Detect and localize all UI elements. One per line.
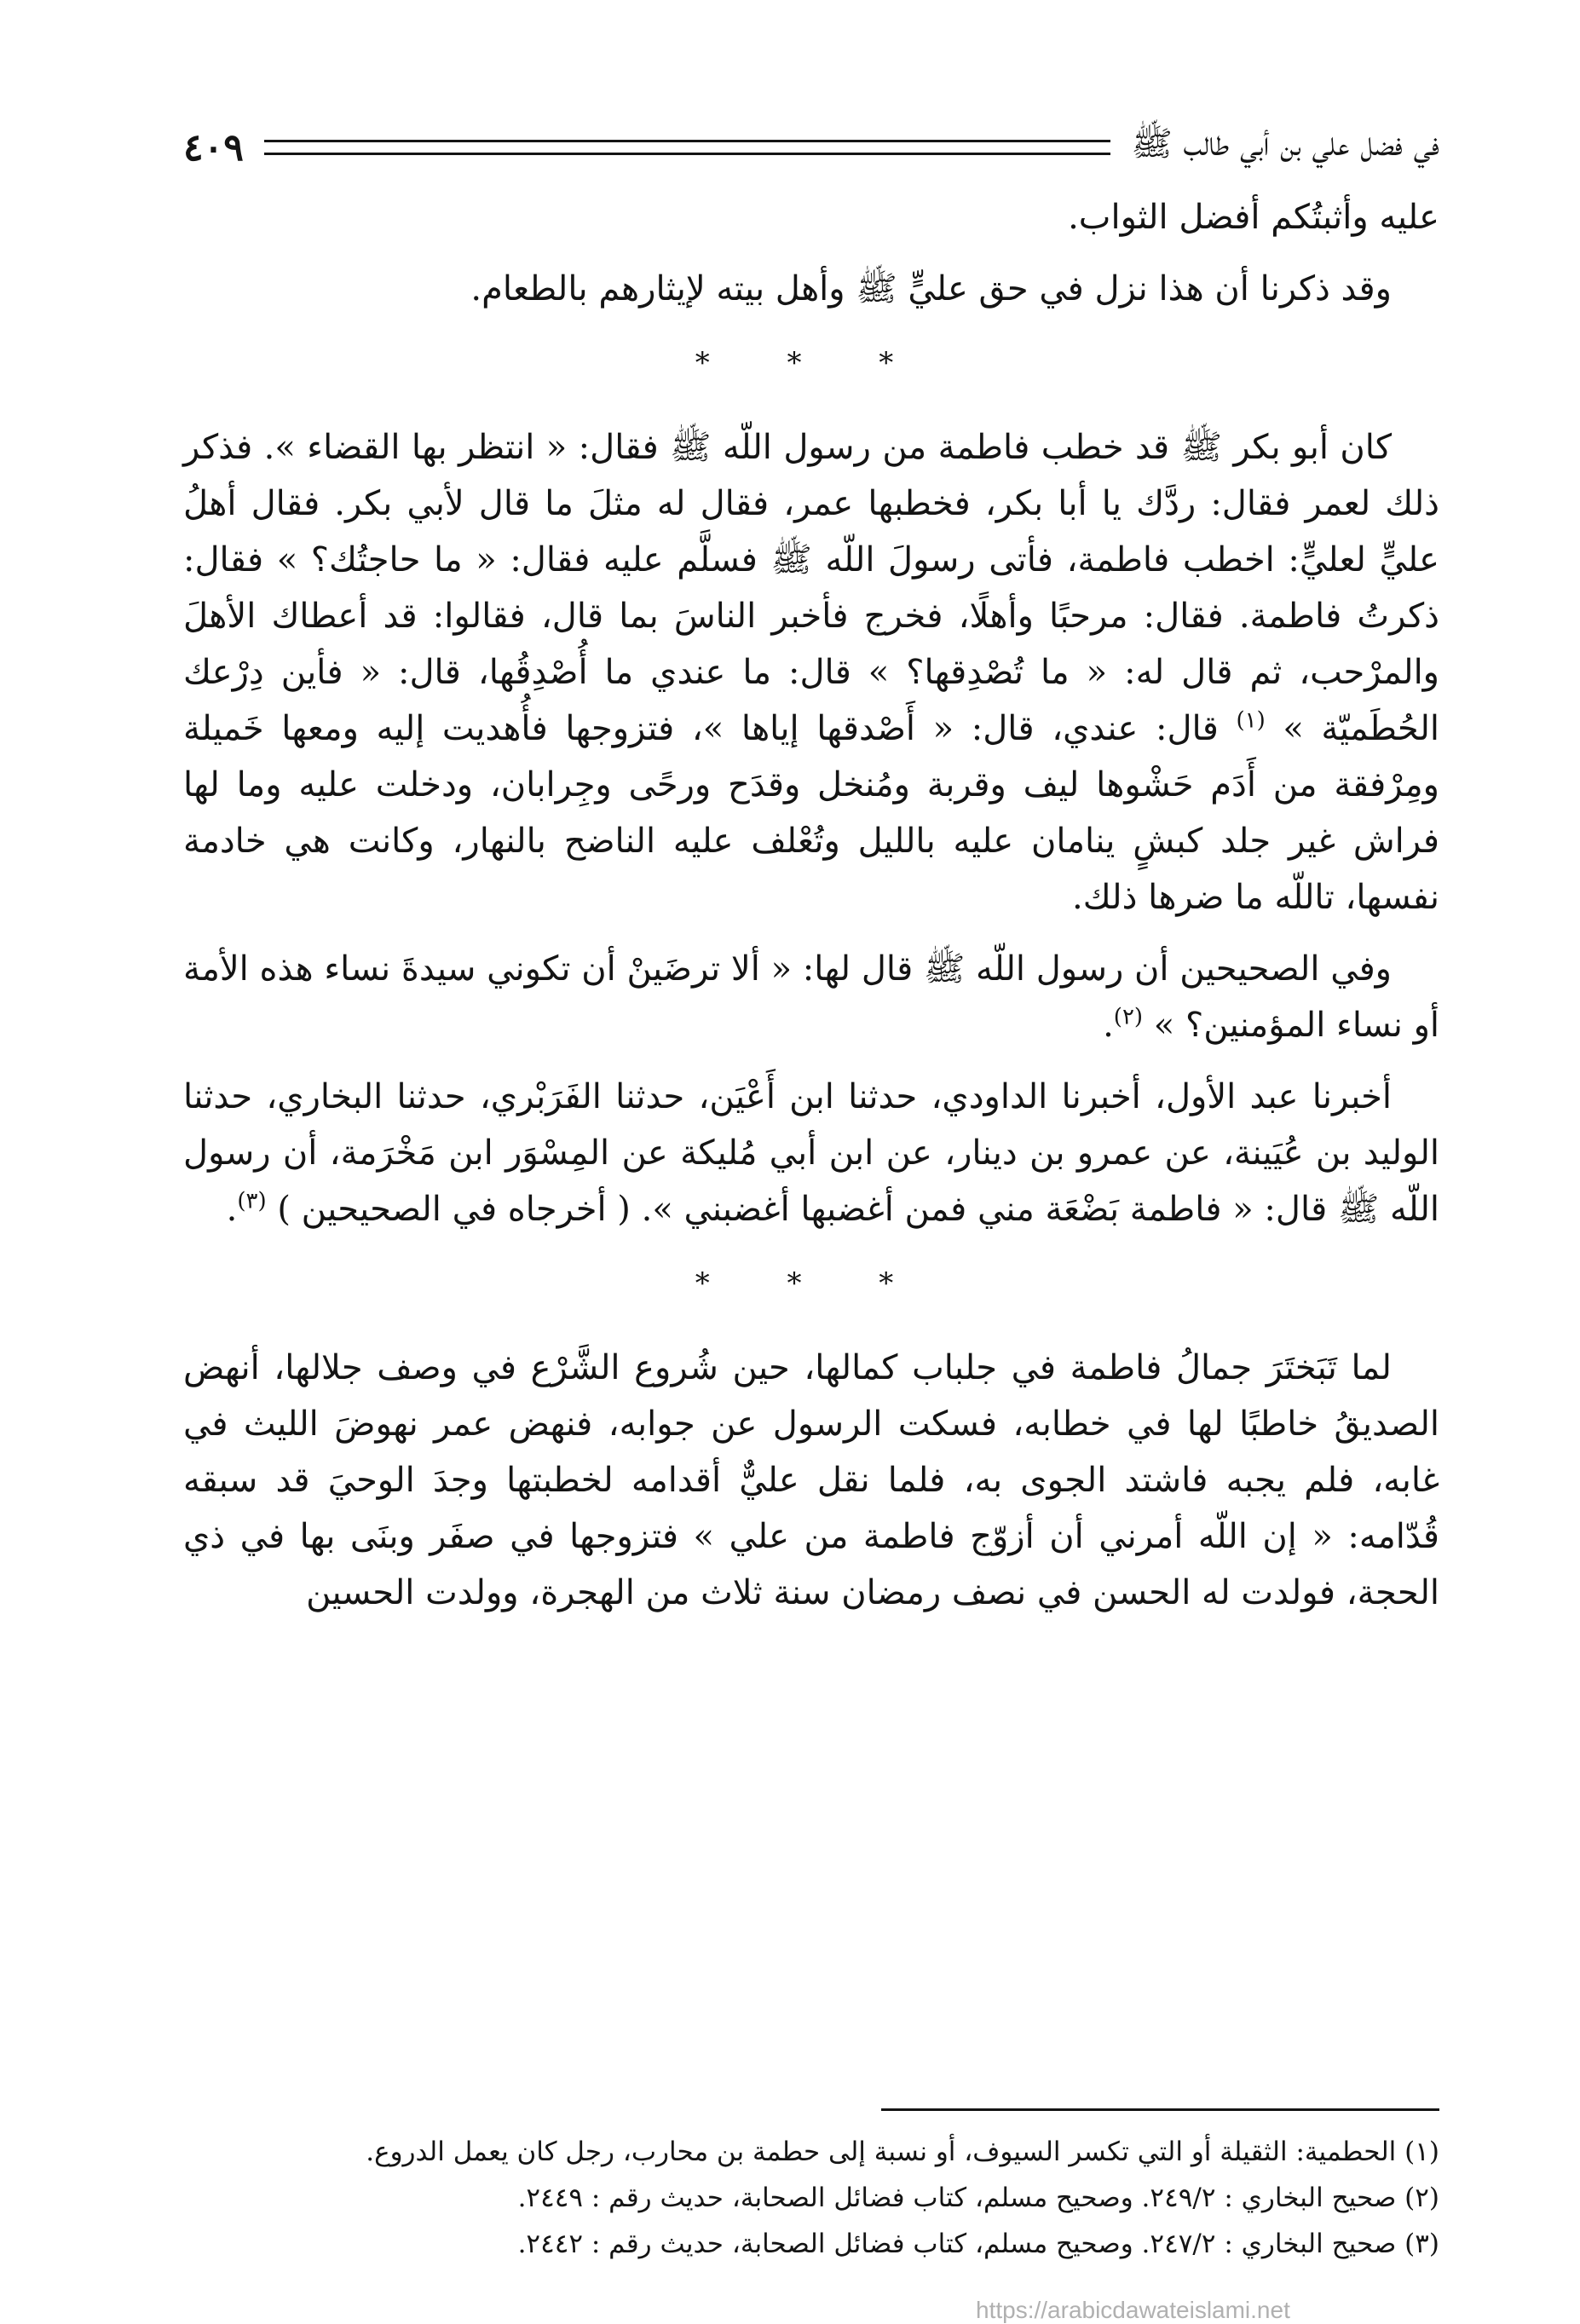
footnote-2: (٢) صحيح البخاري : ٢٤٩/٢. وصحيح مسلم، كتاب فضائل الصحابة، حديث رقم : ٢٤٤٩.: [517, 2183, 1439, 2213]
paragraph-marriage-story: [183, 419, 1439, 926]
paragraph-text: وفي الصحيحين أن رسول اللّه ﷺ قال لها: « ألا ترضَينْ أن تكوني سيدةَ نساء هذه الأمة أو نساء المؤمنين؟ »: [183, 949, 1439, 1045]
main-text: [183, 189, 1439, 1636]
running-header: [183, 118, 1439, 177]
section-separator: * * *: [695, 346, 928, 380]
footnote-1: (١) الحطمية: الثقيلة أو التي تكسر السيوف، أو نسبة إلى حطمة بن محارب، رجل كان يعمل الدروع.: [366, 2137, 1439, 2167]
footnote-marker-1[interactable]: (١): [1236, 707, 1266, 734]
paragraph-rhymed-prose: لما تَبَختَرَ جمالُ فاطمة في جلباب كمالها، حين شُروع الشَّرْع في وصف جلالها، أنهض الصديقُ خاطبًا لها في خطابه، فسكت الرسول عن جوابه، فنهض عمر نهوضَ الليث في غابه، فلم يجبه فاشتد الجوى به، فلما نقل عليٌّ أقدامه لخطبتها وجدَ الوحيَ قد سبقه قُدّامه: « إن اللّه أمرني أن أزوّج فاطمة من علي » فتزوجها في صفَر وبنَى بها في ذي الحجة، فولدت له الحسن في نصف رمضان سنة ثلاث من الهجرة، وولدت الحسين: [183, 1348, 1439, 1612]
footnote-marker-2[interactable]: (٢): [1113, 1004, 1144, 1030]
footnote-3: (٣) صحيح البخاري : ٢٤٧/٢. وصحيح مسلم، كتاب فضائل الصحابة، حديث رقم : ٢٤٤٢.: [517, 2229, 1439, 2259]
source-watermark: https://arabicdawateislami.net: [976, 2297, 1290, 2323]
chapter-title: في فضل علي بن أبي طالب ﷺ: [1131, 124, 1439, 164]
footnote-divider: [881, 2108, 1439, 2111]
paragraph-text-continued: قال: عندي، قال: « أَصْدقها إياها »، فتزوجها فأُهديت إليه ومعها خَميلة ومِرْفقة من أَدَم حَشْوها ليف وقربة ومُنخل وقدَح ورحًى وجِرابان، ودخلت عليه وما لها فراش غير جلد كبشٍ ينامان عليه بالليل وتُعْلف عليه الناضح بالنهار، وكانت هي خادمة نفسها، تاللّه ما ضرها ذلك.: [183, 709, 1439, 917]
paragraph-sahihain: وفي الصحيحين أن رسول اللّه ﷺ قال لها: « ألا ترضَينْ أن تكوني سيدةَ نساء هذه الأمة أو نساء المؤمنين؟ » $^{(٢)}$.: [183, 949, 1439, 1045]
footnote-marker-3[interactable]: (٣): [237, 1188, 267, 1214]
paragraph-text: كان أبو بكر ﷺ قد خطب فاطمة من رسول اللّه ﷺ فقال: « انتظر بها القضاء ». فذكر ذلك لعمر فقال: ردَّك يا أبا بكر، فخطبها عمر، فقال له مثلَ ما قال لأبي بكر. فقال أهلُ عليٍّ لعليٍّ: اخطب فاطمة، فأتى رسولَ اللّه ﷺ فسلَّم عليه فقال: « ما حاجتُك؟ » فقال: ذكرتُ فاطمة. فقال: مرحبًا وأهلًا، فخرج فأخبر الناسَ بما قال، فقالوا: قد أعطاك الأهلَ والمرْحب، ثم قال له: « ما تُصْدِقها؟ » قال: ما عندي ما أُصْدِقُها، قال: « فأين دِرْعك الحُطَميّة »: [183, 428, 1440, 748]
header-double-rule: [264, 140, 1111, 155]
section-separator: * * *: [695, 1266, 928, 1300]
page-number: ٤٠٩: [183, 125, 244, 170]
paragraph-hadith-chain: أخبرنا عبد الأول، أخبرنا الداودي، حدثنا ابن أَعْيَن، حدثنا الفَرَبْري، حدثنا البخاري، حدثنا الوليد بن عُيَينة، عن عمرو بن دينار، عن ابن أبي مُليكة عن المِسْوَر ابن مَخْرَمة، أن رسول اللّه ﷺ قال: « فاطمة بَضْعَة مني فمن أغضبها أغضبني ». ( أخرجاه في الصحيحين ) $^{(٣)}$.: [183, 1077, 1439, 1229]
footnotes: [183, 2131, 1439, 2269]
paragraph-revelation-note: وقد ذكرنا أن هذا نزل في حق عليٍّ ﷺ وأهل بيته لإيثارهم بالطعام.: [470, 269, 1392, 309]
paragraph-text: أخبرنا عبد الأول، أخبرنا الداودي، حدثنا ابن أَعْيَن، حدثنا الفَرَبْري، حدثنا البخاري، حدثنا الوليد بن عُيَينة، عن عمرو بن دينار، عن ابن أبي مُليكة عن المِسْوَر ابن مَخْرَمة، أن رسول اللّه ﷺ قال: « فاطمة بَضْعَة مني فمن أغضبها أغضبني ». ( أخرجاه في الصحيحين ): [183, 1077, 1439, 1229]
paragraph-continuation: عليه وأثبتُكم أفضل الثواب.: [1068, 198, 1439, 237]
